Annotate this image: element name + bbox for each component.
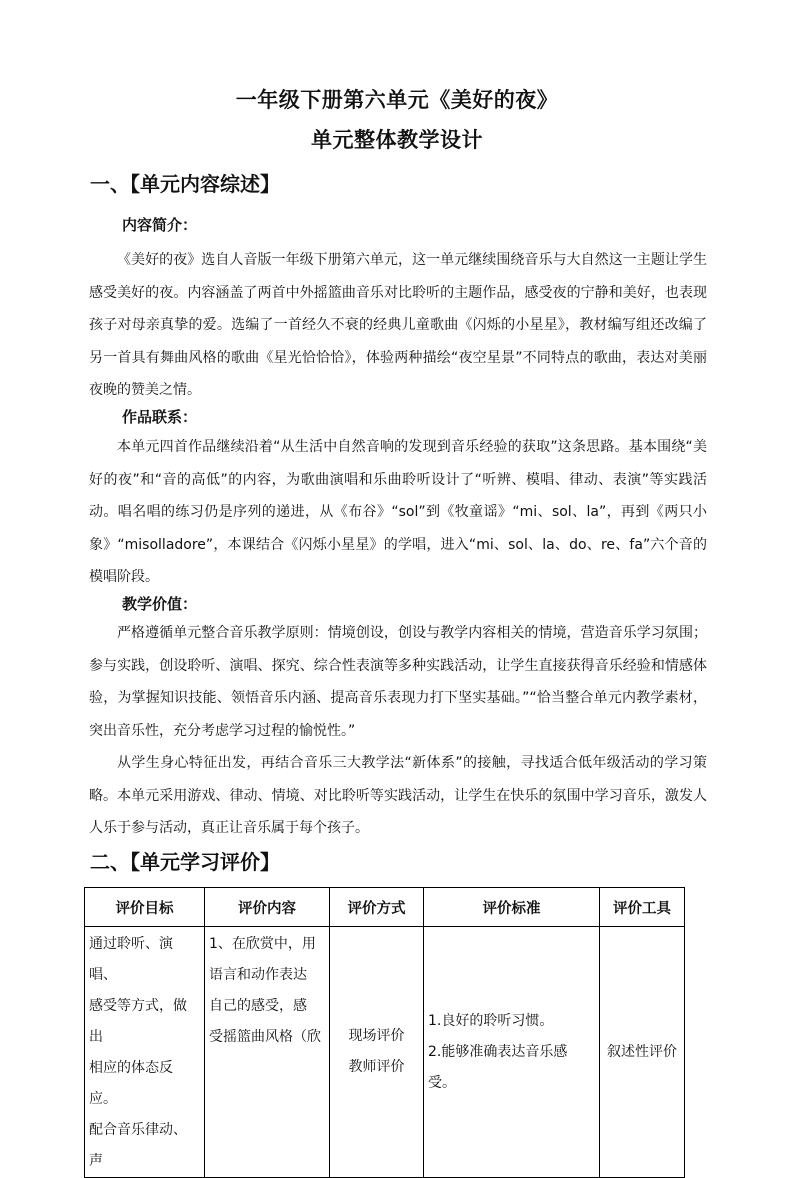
cell-line: 1、在欣赏中，用: [209, 936, 316, 952]
column-header-goal: 评价目标: [85, 888, 205, 927]
paragraph-teaching-value-1: 严格遵循单元整合音乐教学原则：情境创设，创设与教学内容相关的情境，营造音乐学习氛围；参与实践，创设聆听、演唱、探究、综合性表演等多种实践活动，让学生直接获得音乐经验和情感体验，为掌握知识技能、领悟音乐内涵、提高音乐表现力打下坚实基础。”“恰当整合单元内教学素材，突出音乐性，充分考虑学习过程的愉悦性。”: [89, 625, 707, 739]
column-header-tool: 评价工具: [600, 888, 685, 927]
document-title: 一年级下册第六单元《美好的夜》: [235, 88, 559, 112]
section-heading-content-overview: 一、【单元内容综述】: [90, 172, 280, 196]
cell-standard: [424, 927, 600, 1178]
table-row: [85, 927, 685, 1178]
cell-line: 语言和动作表达: [209, 967, 307, 983]
column-header-content: 评价内容: [205, 888, 330, 927]
section-heading-learning-evaluation: 二、【单元学习评价】: [90, 850, 280, 874]
table-header-row: [85, 888, 685, 927]
paragraph-content-intro: 《美好的夜》选自人音版一年级下册第六单元，这一单元继续围绕音乐与大自然这一主题让学生感受美好的夜。内容涵盖了两首中外摇篮曲音乐对比聆听的主题作品，感受夜的宁静和美好，也表现孩子对母亲真挚的爱。选编了一首经久不衰的经典儿童歌曲《闪烁的小星星》，教材编写组还改编了另一首具有舞曲风格的歌曲《星光恰恰恰》，体验两种描绘“夜空星景”不同特点的歌曲，表达对美丽夜晚的赞美之情。: [89, 252, 707, 398]
cell-line: 2.能够准确表达音乐感受。: [428, 1043, 568, 1091]
cell-content: [205, 927, 330, 1178]
cell-line: 自己的感受，感: [209, 998, 307, 1014]
subheading-content-intro: 内容简介：: [122, 216, 198, 234]
cell-line: 感受等方式，做出: [89, 998, 187, 1045]
cell-goal: [85, 927, 205, 1178]
cell-line: 现场评价: [348, 1028, 405, 1044]
cell-tool: 叙述性评价: [600, 927, 685, 1178]
column-header-method: 评价方式: [330, 888, 424, 927]
subheading-teaching-value: 教学价值：: [122, 595, 198, 613]
cell-method: [330, 927, 424, 1178]
document-subtitle: 单元整体教学设计: [311, 128, 483, 152]
cell-line: 教师评价: [348, 1059, 405, 1075]
cell-line: 配合音乐律动、声: [89, 1122, 187, 1169]
subheading-work-relation: 作品联系：: [122, 408, 198, 426]
paragraph-teaching-value-2: 从学生身心特征出发，再结合音乐三大教学法“新体系”的接触，寻找适合低年级活动的学习策略。本单元采用游戏、律动、情境、对比聆听等实践活动，让学生在快乐的氛围中学习音乐，激发人人乐于参与活动，真正让音乐属于每个孩子。: [89, 755, 707, 836]
cell-line: 受摇篮曲风格（欣: [209, 1029, 321, 1045]
column-header-standard: 评价标准: [424, 888, 600, 927]
paragraph-work-relation: 本单元四首作品继续沿着“从生活中自然音响的发现到音乐经验的获取”这条思路。基本围绕“美好的夜”和“音的高低”的内容，为歌曲演唱和乐曲聆听设计了“听辨、模唱、律动、表演”等实践活动。唱名唱的练习仍是序列的递进，从《布谷》“sol”到《牧童谣》“mi、sol、la”，再到《两只小象》“misolladore”，本课结合《闪烁小星星》的学唱，进入“mi、sol、la、do、re、fa”六个音的模唱阶段。: [89, 439, 707, 585]
cell-line: 通过聆听、演唱、: [89, 936, 173, 983]
cell-line: 1.良好的聆听习惯。: [428, 1012, 554, 1029]
cell-line: 相应的体态反应。: [89, 1060, 173, 1107]
evaluation-table: [84, 887, 685, 1178]
